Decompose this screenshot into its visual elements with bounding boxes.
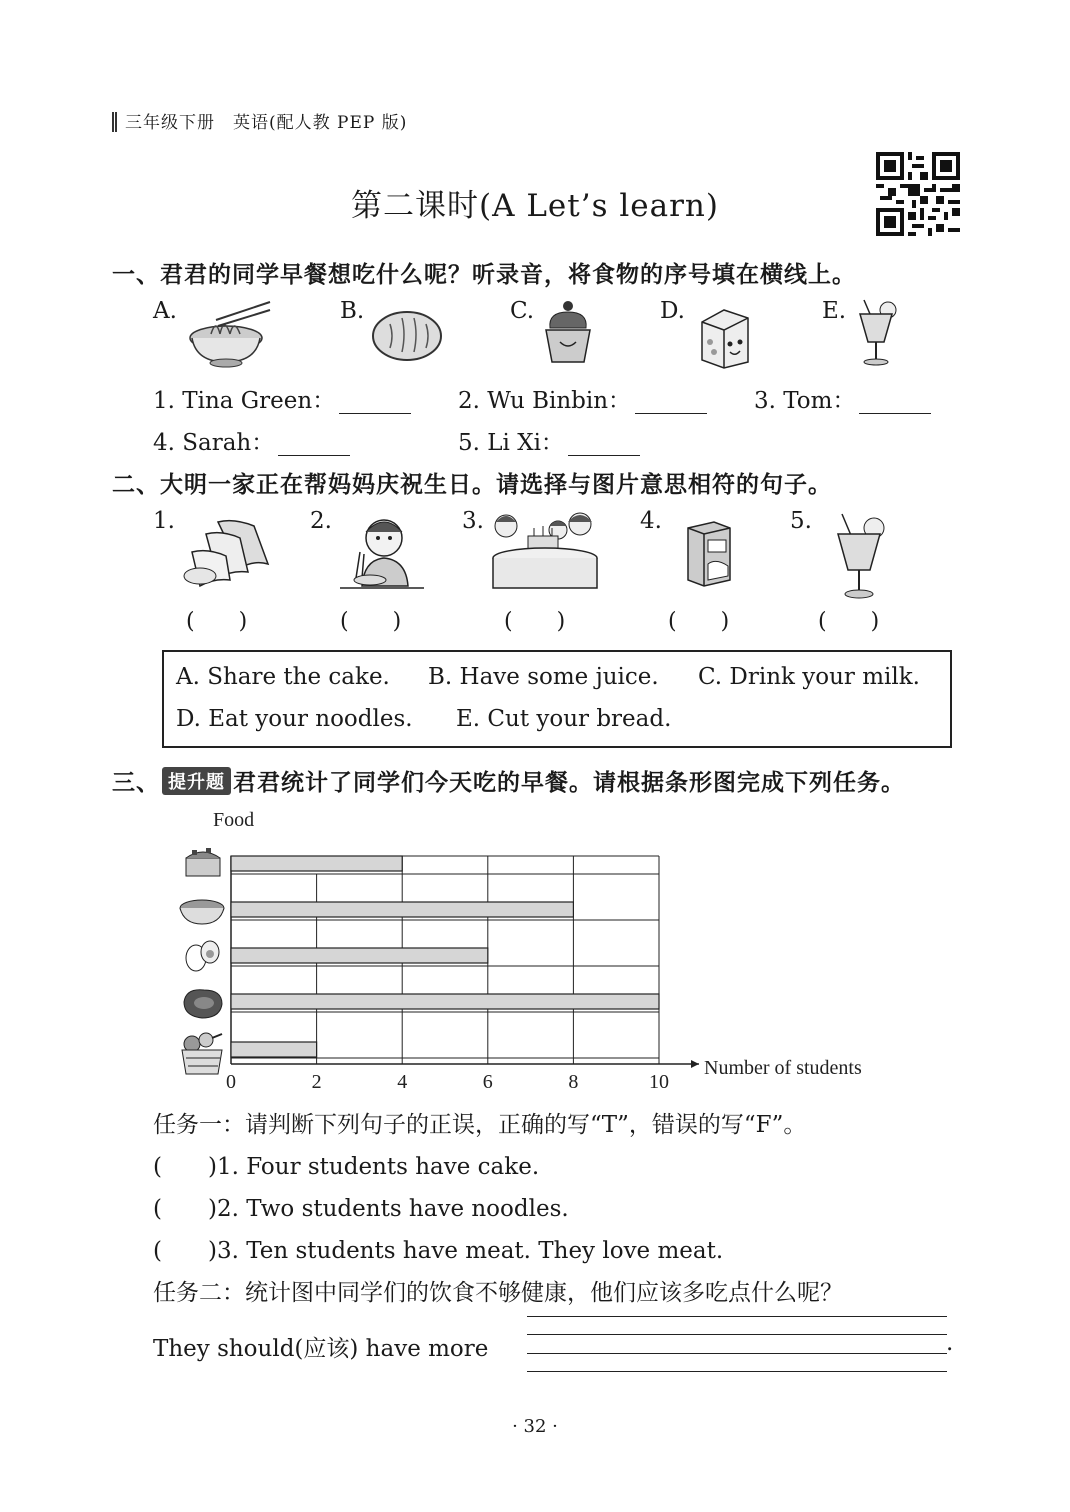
section-3-heading [112,764,905,797]
listen-item-1-label: 1. Tina Green： [153,388,336,414]
picture-5-answer[interactable]: ( ) [818,609,880,634]
listen-item-5-label: 5. Li Xi： [458,430,564,456]
task-2-heading: 任务二：统计图中同学们的饮食不够健康，他们应该多吃点什么呢？ [153,1280,843,1306]
picture-3-num: 3. [462,508,484,534]
x-tick-10: 10 [649,1071,669,1093]
choice-a: A. Share the cake. [176,664,390,690]
juice-icon [854,298,900,368]
boy-eating-noodles-icon [340,512,424,590]
listen-item-3 [754,382,931,415]
header-bars [112,112,117,132]
picture-4-num: 4. [640,508,662,534]
answer-line-2[interactable] [527,1334,947,1335]
picture-5-num: 5. [790,508,812,534]
choice-b: B. Have some juice. [428,664,659,690]
picture-2-answer[interactable]: ( ) [340,609,402,634]
book-header [112,108,407,133]
listen-item-2-label: 2. Wu Binbin： [458,388,632,414]
answer-line-3[interactable] [527,1353,947,1354]
picture-4-answer[interactable]: ( ) [668,609,730,634]
listen-item-2 [458,382,707,415]
sliced-bread-icon [178,516,274,588]
picture-3-answer[interactable]: ( ) [504,609,566,634]
x-tick-0: 0 [226,1071,236,1093]
juice-glass-icon [832,512,888,600]
family-birthday-cake-icon [488,510,602,590]
option-b-label: B. [340,298,365,324]
answer-blank-2[interactable] [635,392,707,414]
header-text: 三年级下册 英语(配人教 PEP 版) [125,113,408,133]
milk-carton-icon [694,304,754,370]
listen-item-3-label: 3. Tom： [754,388,856,414]
picture-2-num: 2. [310,508,332,534]
chart-cake-icon [186,848,220,876]
breakfast-bar-chart [170,800,900,1100]
cake-icon [540,298,596,366]
noodles-icon [186,298,272,368]
task-1-heading: 任务一：请判断下列句子的正误，正确的写“T”，错误的写“F”。 [153,1112,807,1138]
bar-noodles [231,902,573,917]
bread-icon [370,306,444,362]
bar-meat [231,994,659,1009]
chart-noodle-bowl-icon [180,900,224,924]
picture-1-num: 1. [153,508,175,534]
chart-category-icons [180,848,224,1074]
chart-ylabel: Food [213,809,255,831]
bar-eggs [231,948,488,963]
section-1-heading: 一、君君的同学早餐想吃什么呢？听录音，将食物的序号填在横线上。 [112,262,856,288]
bar-cake [231,856,402,871]
x-tick-8: 8 [568,1071,579,1093]
advanced-tag: 提升题 [162,767,231,795]
choice-e: E. Cut your bread. [456,706,672,732]
chart-ticks [226,1071,669,1093]
x-tick-2: 2 [311,1071,322,1093]
chart-eggs-icon [186,941,219,971]
option-e-label: E. [822,298,847,324]
chart-xlabel: Number of students [704,1057,862,1079]
picture-1-answer[interactable]: ( ) [186,609,248,634]
judge-item-1[interactable]: ( )1. Four students have cake. [153,1154,540,1180]
choice-c: C. Drink your milk. [698,664,920,690]
page-number: · 32 · [512,1416,558,1437]
option-a-label: A. [153,298,177,324]
judge-item-2[interactable]: ( )2. Two students have noodles. [153,1196,569,1222]
answer-blank-5[interactable] [568,434,640,456]
chart-meat-icon [184,990,222,1018]
section-2-heading: 二、大明一家正在帮妈妈庆祝生日。请选择与图片意思相符的句子。 [112,472,832,498]
section-3-prefix: 三、 [112,770,160,796]
qr-code-icon[interactable] [876,152,960,236]
answer-line-4[interactable] [527,1371,947,1372]
chart-vegetable-basket-icon [182,1033,222,1074]
task-2-prompt: They should(应该) have more [153,1336,489,1362]
answer-blank-1[interactable] [339,392,411,414]
listen-item-4-label: 4. Sarah： [153,430,275,456]
answer-blank-4[interactable] [278,434,350,456]
x-tick-6: 6 [482,1071,493,1093]
answer-blank-3[interactable] [859,392,931,414]
section-3-heading-text: 君君统计了同学们今天吃的早餐。请根据条形图完成下列任务。 [233,770,905,796]
page-title: 第二课时(A Let’s learn) [351,188,719,224]
option-c-label: C. [510,298,535,324]
listen-item-4 [153,424,350,457]
bar-vegetables [231,1042,317,1057]
milk-box-icon [684,520,734,588]
judge-item-3[interactable]: ( )3. Ten students have meat. They love meat. [153,1238,724,1264]
listen-item-1 [153,382,411,415]
x-axis-arrow [691,1060,699,1068]
choice-d: D. Eat your noodles. [176,706,413,732]
option-d-label: D. [660,298,685,324]
chart-bars [231,856,659,1057]
x-tick-4: 4 [397,1071,408,1093]
listen-item-5 [458,424,640,457]
answer-line-1[interactable] [527,1316,947,1317]
task-2-period: . [946,1330,954,1356]
